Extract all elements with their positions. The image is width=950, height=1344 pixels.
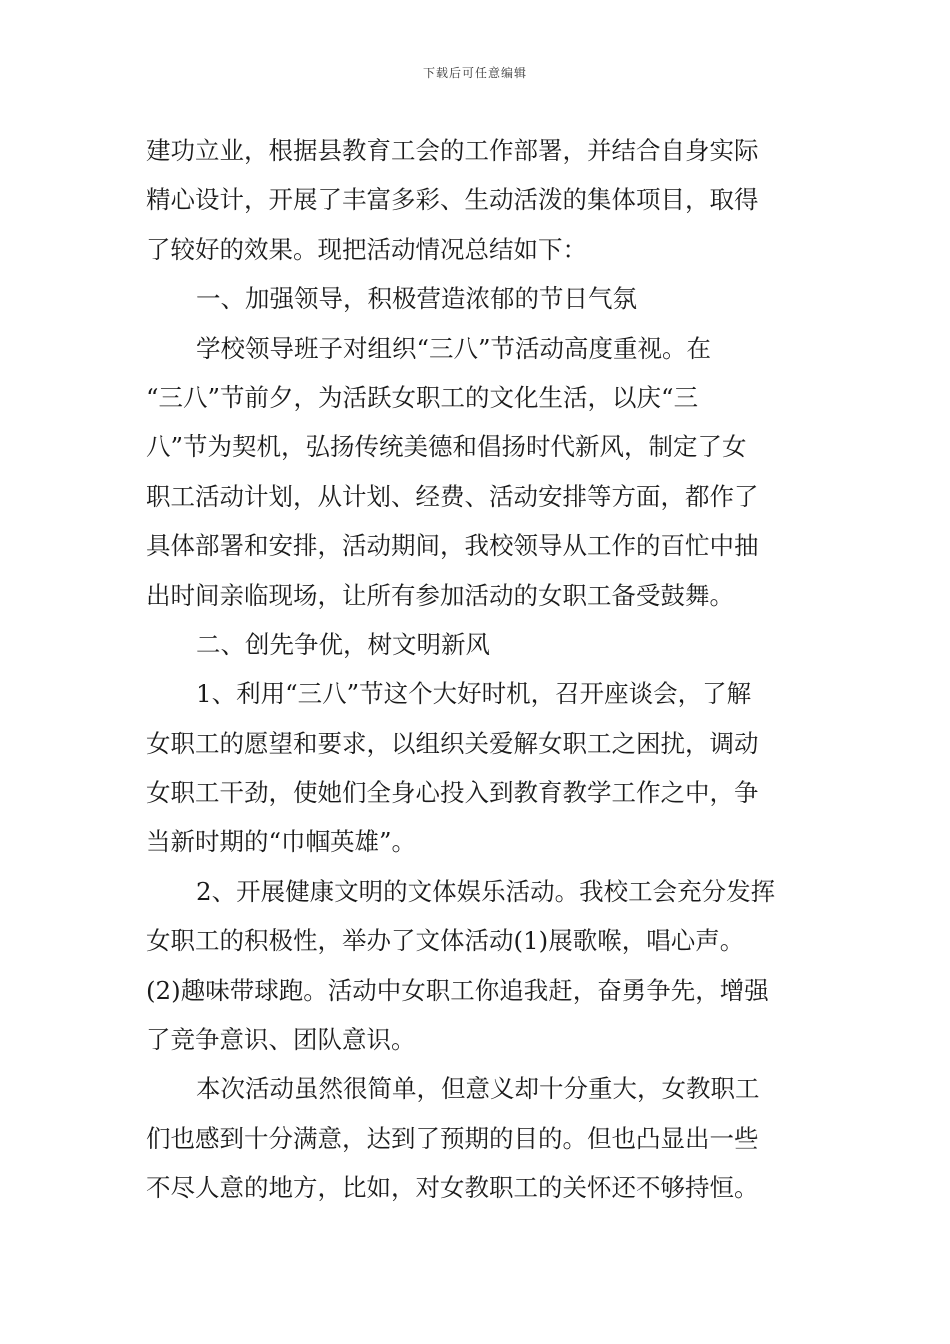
text-line: “三八”节前夕，为活跃女职工的文化生活，以庆“三 bbox=[146, 382, 699, 412]
text-line: 女职工的积极性，举办了文体活动(1)展歌喉，唱心声。 bbox=[146, 926, 745, 956]
text-line: 2、开展健康文明的文体娱乐活动。我校工会充分发挥 bbox=[196, 876, 776, 906]
text-line: 建功立业，根据县教育工会的工作部署，并结合自身实际 bbox=[146, 136, 759, 165]
text-line: 职工活动计划，从计划、经费、活动安排等方面，都作了 bbox=[146, 481, 759, 511]
text-line: 当新时期的“巾帼英雄”。 bbox=[146, 827, 417, 857]
text-line: 了竞争意识、团队意识。 bbox=[146, 1025, 416, 1055]
text-line: 本次活动虽然很简单，但意义却十分重大，女教职工 bbox=[196, 1074, 760, 1104]
document-body bbox=[146, 126, 808, 1213]
text-line: 女职工干劲，使她们全身心投入到教育教学工作之中，争 bbox=[146, 778, 759, 808]
text-line: 不尽人意的地方，比如，对女教职工的关怀还不够持恒。 bbox=[146, 1173, 759, 1203]
text-line: 1、利用“三八”节这个大好时机，召开座谈会，了解 bbox=[196, 679, 752, 709]
section-heading-2: 二、创先争优，树文明新风 bbox=[196, 629, 490, 659]
text-line: 精心设计，开展了丰富多彩、生动活泼的集体项目，取得 bbox=[146, 185, 759, 215]
text-line: (2)趣味带球跑。活动中女职工你追我赶，奋勇争先，增强 bbox=[146, 975, 769, 1005]
section-heading-1: 一、加强领导，积极营造浓郁的节日气氛 bbox=[196, 284, 637, 314]
text-line: 出时间亲临现场，让所有参加活动的女职工备受鼓舞。 bbox=[146, 580, 734, 610]
text-line: 八”节为契机，弘扬传统美德和倡扬时代新风，制定了女 bbox=[146, 432, 747, 462]
page-header-note: 下载后可任意编辑 bbox=[422, 66, 527, 80]
text-line: 们也感到十分满意，达到了预期的目的。但也凸显出一些 bbox=[146, 1123, 759, 1153]
text-line: 了较好的效果。现把活动情况总结如下： bbox=[146, 234, 587, 264]
text-line: 学校领导班子对组织“三八”节活动高度重视。在 bbox=[196, 333, 712, 363]
text-line: 具体部署和安排，活动期间，我校领导从工作的百忙中抽 bbox=[146, 531, 759, 561]
text-line: 女职工的愿望和要求，以组织关爱解女职工之困扰，调动 bbox=[146, 728, 759, 758]
